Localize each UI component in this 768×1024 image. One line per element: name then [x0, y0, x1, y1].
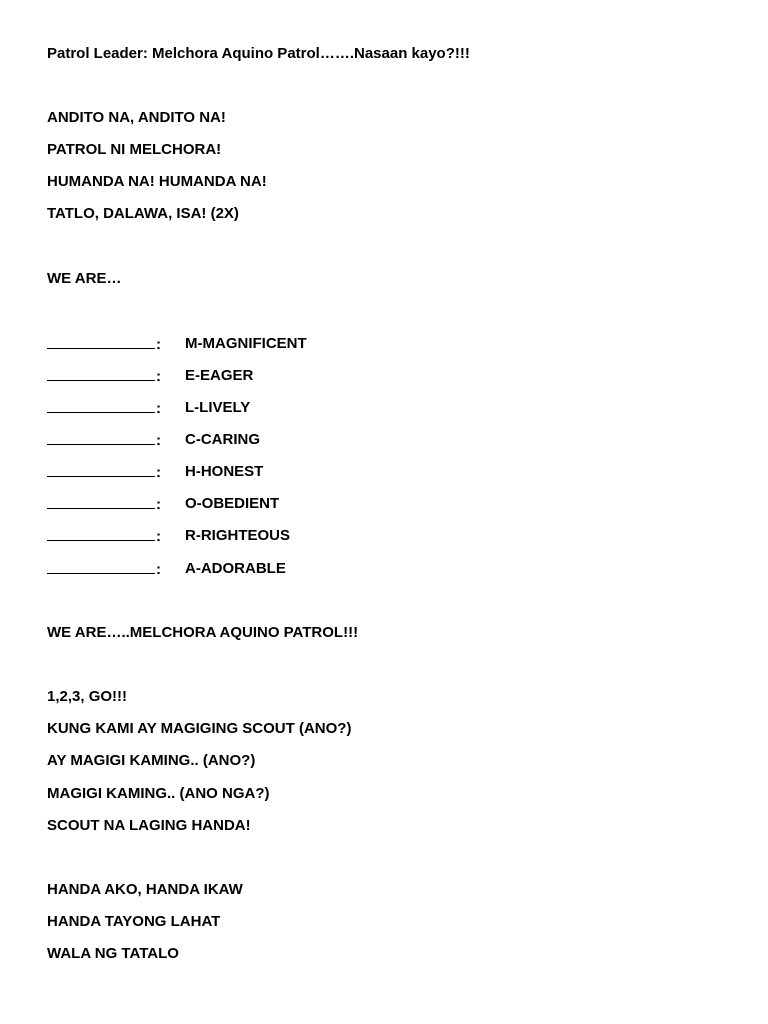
- verse2-line-3: AY MAGIGI KAMING.. (ANO?): [47, 752, 256, 769]
- fill-in-blank: [47, 366, 155, 381]
- verse1-line-2: PATROL NI MELCHORA!: [47, 141, 222, 158]
- patrol-leader-call: Patrol Leader: Melchora Aquino Patrol…….Nasaan kayo?!!!: [47, 45, 470, 62]
- acrostic-separator: :: [156, 400, 161, 417]
- acrostic-word: O-OBEDIENT: [185, 495, 280, 512]
- verse1-line-1: ANDITO NA, ANDITO NA!: [47, 109, 226, 126]
- fill-in-blank: [47, 494, 155, 509]
- acrostic-row-m: [47, 334, 307, 355]
- we-are-outro: WE ARE…..MELCHORA AQUINO PATROL!!!: [47, 624, 359, 641]
- fill-in-blank: [47, 430, 155, 445]
- acrostic-separator: :: [156, 368, 161, 385]
- acrostic-row-l: [47, 398, 251, 419]
- fill-in-blank: [47, 526, 155, 541]
- acrostic-word: H-HONEST: [185, 463, 264, 480]
- verse3-line-3: WALA NG TATALO: [47, 945, 179, 962]
- fill-in-blank: [47, 334, 155, 349]
- acrostic-separator: :: [156, 496, 161, 513]
- verse2-line-5: SCOUT NA LAGING HANDA!: [47, 817, 251, 834]
- acrostic-row-e: [47, 366, 254, 387]
- acrostic-word: A-ADORABLE: [185, 560, 286, 577]
- verse2-line-1: 1,2,3, GO!!!: [47, 688, 128, 705]
- acrostic-word: L-LIVELY: [185, 399, 251, 416]
- acrostic-separator: :: [156, 561, 161, 578]
- verse3-line-1: HANDA AKO, HANDA IKAW: [47, 881, 243, 898]
- acrostic-separator: :: [156, 336, 161, 353]
- acrostic-word: C-CARING: [185, 431, 260, 448]
- fill-in-blank: [47, 398, 155, 413]
- acrostic-row-a: [47, 559, 286, 580]
- acrostic-word: E-EAGER: [185, 367, 254, 384]
- acrostic-separator: :: [156, 464, 161, 481]
- fill-in-blank: [47, 559, 155, 574]
- acrostic-separator: :: [156, 528, 161, 545]
- acrostic-row-r: [47, 526, 290, 547]
- acrostic-separator: :: [156, 432, 161, 449]
- acrostic-row-c: [47, 430, 260, 451]
- verse3-line-2: HANDA TAYONG LAHAT: [47, 913, 221, 930]
- we-are-intro: WE ARE…: [47, 270, 122, 287]
- verse2-line-4: MAGIGI KAMING.. (ANO NGA?): [47, 785, 270, 802]
- acrostic-row-o: [47, 494, 280, 515]
- fill-in-blank: [47, 462, 155, 477]
- acrostic-word: M-MAGNIFICENT: [185, 335, 307, 352]
- verse1-line-3: HUMANDA NA! HUMANDA NA!: [47, 173, 267, 190]
- verse1-line-4: TATLO, DALAWA, ISA! (2X): [47, 205, 239, 222]
- verse2-line-2: KUNG KAMI AY MAGIGING SCOUT (ANO?): [47, 720, 352, 737]
- acrostic-word: R-RIGHTEOUS: [185, 527, 290, 544]
- acrostic-row-h: [47, 462, 264, 483]
